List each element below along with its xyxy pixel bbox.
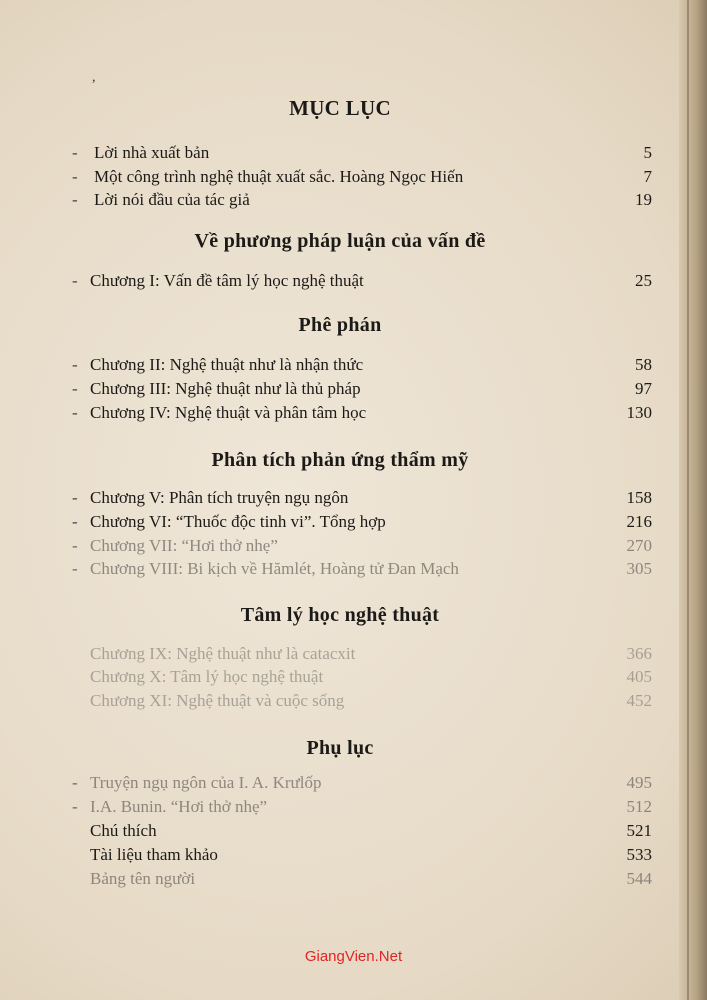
section-heading: Phụ lục bbox=[306, 737, 374, 759]
page-edge-line bbox=[687, 0, 689, 1000]
toc-entry: Chương IX: Nghệ thuật như là catacxit 366 bbox=[90, 644, 652, 663]
toc-entry: Chương X: Tâm lý học nghệ thuật 405 bbox=[90, 667, 652, 686]
toc-entry: - Chương II: Nghệ thuật như là nhận thức 58 bbox=[72, 355, 652, 374]
toc-entry: - Truyện ngụ ngôn của I. A. Krưlốp 495 bbox=[72, 773, 652, 792]
toc-entry: - Chương IV: Nghệ thuật và phân tâm học 130 bbox=[72, 403, 652, 422]
toc-entry: - Một công trình nghệ thuật xuất sắc. Hoàng Ngọc Hiến 7 bbox=[72, 167, 652, 186]
toc-entry: Tài liệu tham khảo 533 bbox=[90, 845, 652, 864]
toc-entry: Chú thích 521 bbox=[90, 821, 652, 840]
toc-entry: Chương XI: Nghệ thuật và cuộc sống 452 bbox=[90, 691, 652, 710]
toc-entry: - Chương VI: “Thuốc độc tinh vi”. Tổng hợp 216 bbox=[72, 512, 652, 531]
section-heading: Phê phán bbox=[298, 314, 382, 336]
toc-entry: - Chương V: Phân tích truyện ngụ ngôn 158 bbox=[72, 488, 652, 507]
toc-entry: - Chương I: Vấn đề tâm lý học nghệ thuật 25 bbox=[72, 271, 652, 290]
section-heading: Tâm lý học nghệ thuật bbox=[240, 604, 440, 626]
toc-entry: - Lời nói đầu của tác giả 19 bbox=[72, 190, 652, 209]
toc-entry: - Chương VII: “Hơi thở nhẹ” 270 bbox=[72, 536, 652, 555]
page-edge bbox=[679, 0, 707, 1000]
watermark-link[interactable]: GiangVien.Net bbox=[304, 948, 403, 965]
toc-entry: - Lời nhà xuất bản 5 bbox=[72, 143, 652, 162]
scan-mark: , bbox=[92, 70, 96, 85]
section-heading: Về phương pháp luận của vấn đề bbox=[194, 230, 486, 252]
toc-entry: - I.A. Bunin. “Hơi thở nhẹ” 512 bbox=[72, 797, 652, 816]
toc-entry: - Chương III: Nghệ thuật như là thủ pháp 97 bbox=[72, 379, 652, 398]
toc-title: MỤC LỤC bbox=[289, 96, 391, 120]
section-heading: Phân tích phản ứng thẩm mỹ bbox=[211, 449, 469, 471]
toc-entry: Bảng tên người 544 bbox=[90, 869, 652, 888]
toc-entry: - Chương VIII: Bi kịch về Hămlét, Hoàng tử Đan Mạch 305 bbox=[72, 559, 652, 578]
